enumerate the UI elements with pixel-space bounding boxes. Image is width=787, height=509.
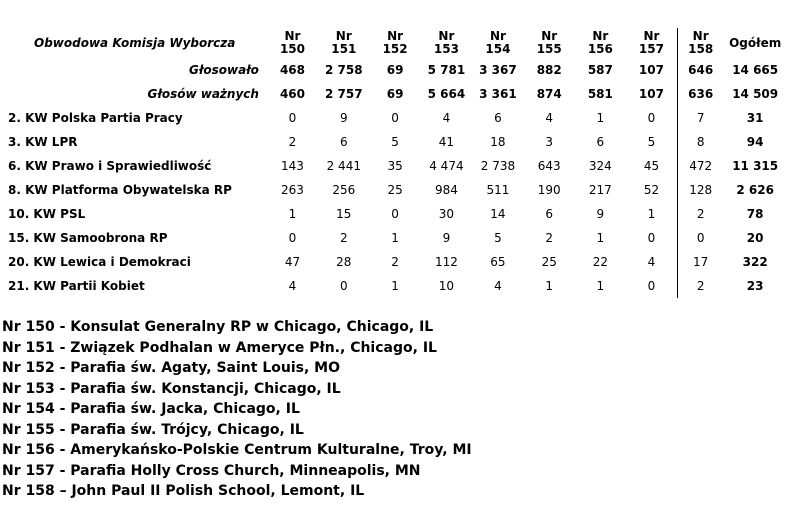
- column-header-number: 157: [638, 42, 664, 56]
- table-cell: 581: [587, 87, 613, 101]
- table-cell: 0: [391, 111, 399, 125]
- row-total: 11 315: [732, 159, 779, 173]
- column-header-prefix: Nr: [387, 29, 404, 43]
- row-label: Głosów ważnych: [147, 87, 259, 101]
- table-cell: 9: [596, 207, 605, 221]
- column-header-prefix: Nr: [489, 29, 506, 43]
- table-cell: 256: [332, 183, 356, 197]
- column-header-number: 150: [279, 42, 305, 56]
- table-cell: 5: [391, 135, 399, 149]
- table-cell: 3 367: [479, 63, 517, 77]
- table-cell: 14: [490, 207, 506, 221]
- row-label: 3. KW LPR: [8, 135, 78, 149]
- table-cell: 1: [391, 279, 399, 293]
- table-cell: 143: [281, 159, 304, 173]
- station-legend: [2, 317, 472, 502]
- table-cell: 0: [647, 279, 656, 293]
- table-row: [8, 202, 787, 226]
- table-cell: 7: [678, 106, 724, 130]
- column-header-nr-155: [524, 28, 575, 58]
- table-cell: 217: [588, 183, 612, 197]
- table-cell: 5: [647, 135, 656, 149]
- column-header-prefix: Nr: [643, 29, 660, 43]
- column-header-prefix: Nr: [541, 29, 558, 43]
- column-header-nr-152: [370, 28, 421, 58]
- table-cell: 15: [336, 207, 352, 221]
- table-cell: 69: [386, 63, 404, 77]
- column-header-number: 152: [382, 42, 408, 56]
- table-cell: 1: [391, 231, 399, 245]
- header-label: Obwodowa Komisja Wyborcza: [34, 35, 236, 50]
- table-cell: 47: [284, 255, 301, 269]
- column-header-prefix: Nr: [692, 29, 709, 43]
- table-cell: 6: [339, 135, 348, 149]
- table-cell: 643: [537, 159, 561, 173]
- table-cell: 2: [678, 274, 724, 298]
- row-total: 23: [746, 279, 764, 293]
- table-cell: 10: [438, 279, 455, 293]
- table-cell: 1: [596, 231, 605, 245]
- table-cell: 5 781: [427, 63, 466, 77]
- table-row: [8, 178, 787, 202]
- table-cell: 25: [541, 255, 557, 269]
- table-row: [8, 154, 787, 178]
- column-header-nr-154: [472, 28, 524, 58]
- table-cell: 3 361: [479, 87, 517, 101]
- table-cell: 1: [288, 207, 297, 221]
- row-label: 20. KW Lewica i Demokraci: [8, 255, 191, 269]
- table-cell: 2: [678, 202, 724, 226]
- header-row: [8, 28, 787, 58]
- column-header-number: 155: [536, 42, 562, 56]
- table-row: [8, 82, 787, 106]
- table-cell: 3: [545, 135, 554, 149]
- row-label: 8. KW Platforma Obywatelska RP: [8, 183, 232, 197]
- table-cell: 5: [494, 231, 502, 245]
- row-label: 6. KW Prawo i Sprawiedliwość: [8, 159, 212, 173]
- table-row: [8, 130, 787, 154]
- table-cell: 4: [494, 279, 502, 293]
- table-cell: 2 441: [326, 159, 361, 173]
- table-cell: 472: [678, 154, 724, 178]
- column-header-prefix: Nr: [284, 29, 301, 43]
- table-cell: 52: [643, 183, 660, 197]
- table-row: [8, 58, 787, 82]
- table-row: [8, 274, 787, 298]
- column-header-number: 151: [331, 42, 357, 56]
- table-cell: 646: [678, 58, 724, 82]
- table-cell: 0: [391, 207, 399, 221]
- column-header-number: 154: [485, 42, 511, 56]
- column-header-prefix: Nr: [592, 29, 609, 43]
- table-cell: 35: [387, 159, 403, 173]
- table-cell: 1: [545, 279, 554, 293]
- row-total: 14 665: [732, 63, 779, 77]
- table-cell: 4: [647, 255, 656, 269]
- table-cell: 28: [336, 255, 352, 269]
- table-cell: 190: [537, 183, 561, 197]
- row-label: 15. KW Samoobrona RP: [8, 231, 168, 245]
- table-cell: 882: [536, 63, 562, 77]
- table-cell: 25: [387, 183, 403, 197]
- table-cell: 468: [279, 63, 305, 77]
- table-cell: 18: [490, 135, 506, 149]
- table-cell: 874: [536, 87, 562, 101]
- table-cell: 636: [678, 82, 724, 106]
- table-cell: 69: [386, 87, 404, 101]
- column-header-nr-153: [421, 28, 473, 58]
- table-cell: 0: [288, 231, 297, 245]
- table-cell: 65: [490, 255, 506, 269]
- results-table-header: [8, 28, 787, 58]
- table-cell: 41: [438, 135, 455, 149]
- table-cell: 4 474: [429, 159, 464, 173]
- table-cell: 22: [592, 255, 608, 269]
- legend-item: Nr 154 - Parafia św. Jacka, Chicago, IL: [2, 401, 300, 417]
- legend-item: Nr 152 - Parafia św. Agaty, Saint Louis, MO: [2, 360, 340, 376]
- column-header-nr-156: [575, 28, 626, 58]
- row-label: 2. KW Polska Partia Pracy: [8, 111, 183, 125]
- table-row: [8, 250, 787, 274]
- column-header-number: 158: [688, 42, 714, 56]
- table-cell: 0: [647, 111, 656, 125]
- table-cell: 984: [434, 183, 458, 197]
- column-header-number: 153: [433, 42, 459, 56]
- table-cell: 1: [596, 111, 605, 125]
- column-header-total: Ogółem: [729, 35, 782, 50]
- legend-item: Nr 157 - Parafia Holly Cross Church, Minneapolis, MN: [2, 462, 421, 479]
- legend-item: Nr 151 - Związek Podhalan w Ameryce Płn., Chicago, IL: [2, 339, 437, 356]
- table-cell: 2 757: [325, 87, 363, 101]
- row-total: 20: [746, 231, 764, 245]
- table-cell: 5 664: [427, 87, 466, 101]
- legend-item: Nr 153 - Parafia św. Konstancji, Chicago, IL: [2, 380, 341, 397]
- table-cell: 4: [442, 111, 451, 125]
- table-cell: 6: [545, 207, 554, 221]
- table-cell: 511: [486, 183, 510, 197]
- results-table: [8, 28, 787, 298]
- table-cell: 2 738: [480, 159, 516, 173]
- row-label: Głosowało: [189, 63, 259, 77]
- column-header-nr-158: [678, 28, 724, 58]
- legend-item: Nr 155 - Parafia św. Trójcy, Chicago, IL: [2, 421, 304, 438]
- table-row: [8, 226, 787, 250]
- table-cell: 8: [678, 130, 724, 154]
- table-cell: 324: [588, 159, 612, 173]
- row-total: 2 626: [736, 183, 774, 197]
- table-cell: 4: [545, 111, 554, 125]
- table-cell: 2: [545, 231, 554, 245]
- table-row: [8, 106, 787, 130]
- legend-item: Nr 156 - Amerykańsko-Polskie Centrum Kulturalne, Troy, MI: [2, 442, 472, 458]
- table-cell: 6: [494, 111, 502, 125]
- table-cell: 1: [647, 207, 656, 221]
- table-cell: 0: [339, 279, 348, 293]
- column-header-nr-151: [318, 28, 370, 58]
- legend-item: Nr 150 - Konsulat Generalny RP w Chicago, Chicago, IL: [2, 319, 434, 335]
- table-cell: 0: [647, 231, 656, 245]
- table-cell: 460: [279, 87, 305, 101]
- table-cell: 9: [442, 231, 451, 245]
- table-cell: 0: [678, 226, 724, 250]
- table-cell: 6: [596, 135, 605, 149]
- legend-item: Nr 158 – John Paul II Polish School, Lemont, IL: [2, 483, 365, 499]
- row-total: 78: [746, 207, 764, 221]
- column-header-prefix: Nr: [335, 29, 352, 43]
- table-cell: 263: [281, 183, 304, 197]
- table-cell: 2: [288, 135, 297, 149]
- table-cell: 45: [643, 159, 660, 173]
- row-label: 10. KW PSL: [8, 207, 86, 221]
- table-cell: 4: [288, 279, 297, 293]
- column-header-number: 156: [587, 42, 613, 56]
- row-total: 31: [746, 111, 764, 125]
- column-header-nr-150: [267, 28, 318, 58]
- row-total: 322: [742, 255, 768, 269]
- table-cell: 9: [339, 111, 348, 125]
- table-cell: 0: [288, 111, 297, 125]
- row-total: 14 509: [732, 87, 779, 101]
- table-cell: 30: [438, 207, 455, 221]
- column-header-nr-157: [626, 28, 678, 58]
- row-label: 21. KW Partii Kobiet: [8, 279, 145, 293]
- table-cell: 587: [587, 63, 613, 77]
- table-cell: 2: [391, 255, 399, 269]
- table-cell: 1: [596, 279, 605, 293]
- table-cell: 112: [434, 255, 458, 269]
- table-cell: 2 758: [325, 63, 363, 77]
- column-header-prefix: Nr: [438, 29, 455, 43]
- row-total: 94: [746, 135, 764, 149]
- table-cell: 128: [678, 178, 724, 202]
- table-cell: 2: [339, 231, 348, 245]
- table-cell: 107: [638, 87, 664, 101]
- results-table-body: [8, 58, 787, 298]
- table-cell: 107: [638, 63, 664, 77]
- table-cell: 17: [678, 250, 724, 274]
